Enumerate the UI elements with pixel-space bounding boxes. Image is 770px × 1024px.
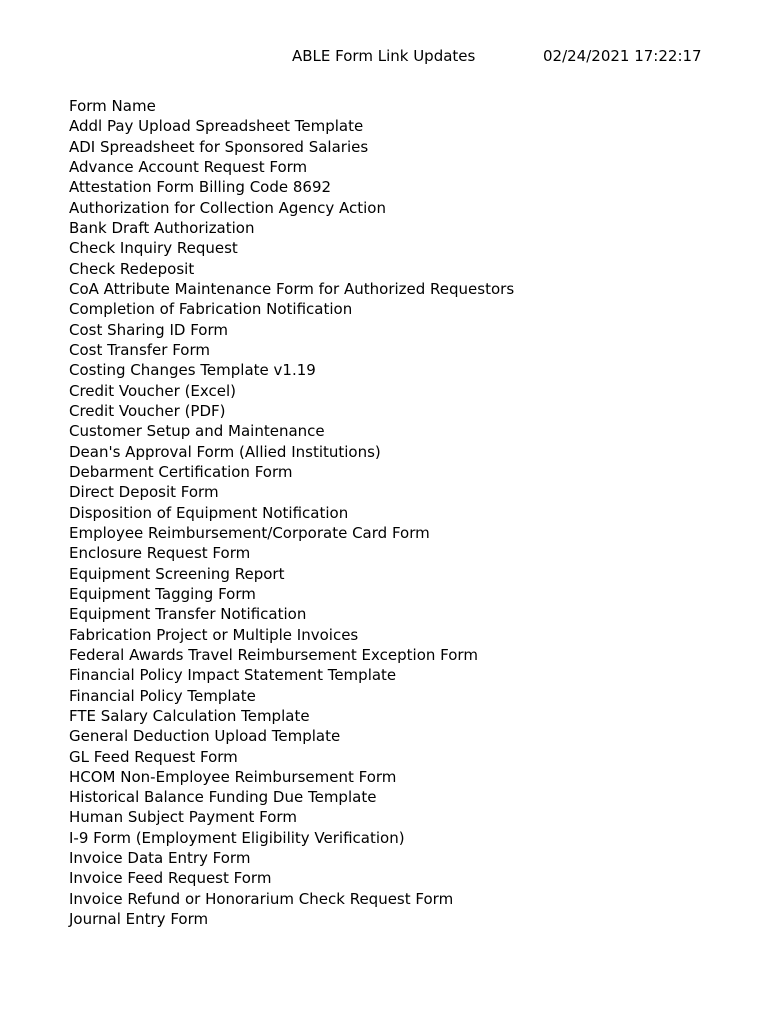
form-name-item: Disposition of Equipment Notification [69,503,349,522]
column-header-form-name: Form Name [69,97,156,115]
form-name-item: Equipment Tagging Form [69,584,256,603]
document-title: ABLE Form Link Updates [292,47,476,65]
form-name-list [69,96,514,929]
form-name-item: Equipment Screening Report [69,564,285,583]
form-name-item: Cost Transfer Form [69,340,210,359]
form-name-item: Direct Deposit Form [69,483,219,502]
form-name-item: Fabrication Project or Multiple Invoices [69,625,359,644]
form-name-item: Journal Entry Form [69,910,209,929]
document-timestamp: 02/24/2021 17:22:17 [543,47,702,65]
form-name-item: Dean's Approval Form (Allied Institutions) [69,442,381,461]
form-name-item: I-9 Form (Employment Eligibility Verification) [69,828,405,847]
form-name-item: Bank Draft Authorization [69,218,255,237]
form-name-item: Enclosure Request Form [69,544,251,563]
form-name-item: Credit Voucher (PDF) [69,401,226,420]
form-name-item: GL Feed Request Form [69,747,238,766]
form-name-item: Addl Pay Upload Spreadsheet Template [69,117,364,136]
form-name-item: Check Inquiry Request [69,239,238,258]
form-name-item: General Deduction Upload Template [69,727,341,746]
form-name-item: Financial Policy Impact Statement Template [69,666,397,685]
form-name-item: Advance Account Request Form [69,157,308,176]
form-name-item: Credit Voucher (Excel) [69,381,237,400]
form-name-item: Employee Reimbursement/Corporate Card Form [69,523,430,542]
form-name-item: Human Subject Payment Form [69,808,297,827]
form-name-item: Financial Policy Template [69,686,256,705]
form-name-item: Debarment Certification Form [69,462,293,481]
form-name-item: Invoice Data Entry Form [69,849,251,868]
form-name-item: Equipment Transfer Notification [69,605,307,624]
form-name-item: Historical Balance Funding Due Template [69,788,377,807]
form-name-item: Attestation Form Billing Code 8692 [69,178,332,197]
form-name-item: CoA Attribute Maintenance Form for Authorized Requestors [69,279,515,298]
form-name-item: Completion of Fabrication Notification [69,300,353,319]
form-name-item: Costing Changes Template v1.19 [69,361,316,380]
form-name-item: Invoice Feed Request Form [69,869,272,888]
form-name-item: Cost Sharing ID Form [69,320,228,339]
form-name-item: ADI Spreadsheet for Sponsored Salaries [69,137,369,156]
form-name-item: Invoice Refund or Honorarium Check Request Form [69,889,454,908]
form-name-item: Check Redeposit [69,259,195,278]
form-name-item: HCOM Non-Employee Reimbursement Form [69,767,397,786]
form-name-item: Federal Awards Travel Reimbursement Exception Form [69,645,478,664]
form-name-item: FTE Salary Calculation Template [69,706,310,725]
form-name-item: Customer Setup and Maintenance [69,422,325,441]
form-name-item: Authorization for Collection Agency Action [69,198,386,217]
